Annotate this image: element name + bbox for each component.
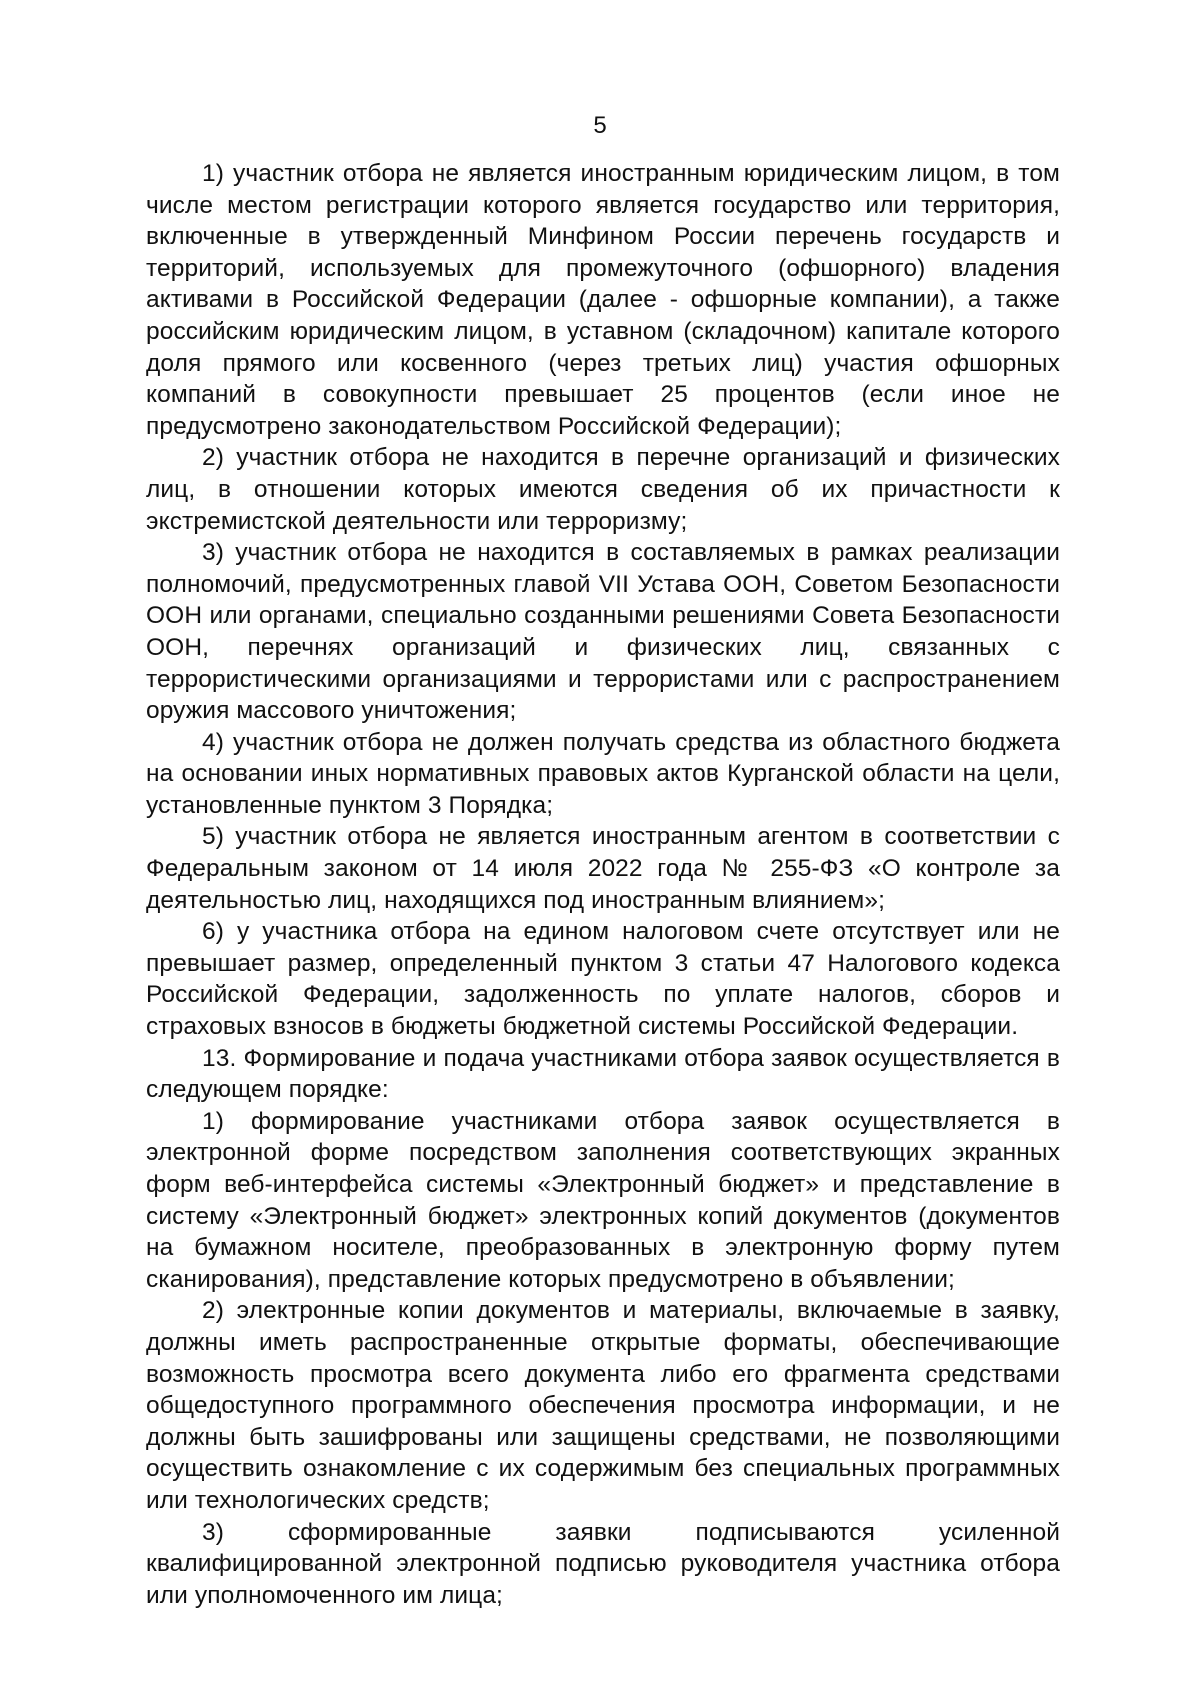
paragraph-item-3-un-lists: 3) участник отбора не находится в составляемых в рамках реализации полномочий, предусмотренных главой VII Устава ООН, Советом Безопасности ООН или органами, специально созданными решениями Совета Безопасности ООН, перечнях организаций и физических лиц, связанных с террористическими организациями и террористами или с распространением оружия массового уничтожения; (146, 539, 1060, 725)
paragraph-item-2-extremism-list: 2) участник отбора не находится в перечне организаций и физических лиц, в отношении которых имеются сведения об их причастности к экстремистской деятельности или терроризму; (146, 444, 1060, 535)
paragraph-item-5-foreign-agent: 5) участник отбора не является иностранным агентом в соответствии с Федеральным законом от 14 июля 2022 года № 255-ФЗ «О контроле за деятельностью лиц, находящихся под иностранным влиянием»; (146, 823, 1060, 914)
paragraph-13-item-1-electronic-form: 1) формирование участниками отбора заявок осуществляется в электронной форме посредством заполнения соответствующих экранных форм веб-интерфейса системы «Электронный бюджет» и представление в систему «Электронный бюджет» электронных копий документов (документов на бумажном носителе, преобразованных в электронную форму путем сканирования), представление которых предусмотрено в объявлении; (146, 1107, 1060, 1293)
document-body (146, 158, 1060, 1611)
paragraph-13-item-3-signature: 3) сформированные заявки подписываются усиленной квалифицированной электронной подписью руководителя участника отбора или уполномоченного им лица; (146, 1518, 1060, 1609)
paragraph-section-13: 13. Формирование и подача участниками отбора заявок осуществляется в следующем порядке: (146, 1044, 1060, 1104)
paragraph-item-4-regional-budget: 4) участник отбора не должен получать средства из областного бюджета на основании иных нормативных правовых актов Курганской области на цели, установленные пунктом 3 Порядка; (146, 728, 1060, 819)
paragraph-13-item-2-file-formats: 2) электронные копии документов и материалы, включаемые в заявку, должны иметь распространенные открытые форматы, обеспечивающие возможность просмотра всего документа либо его фрагмента средствами общедоступного программного обеспечения просмотра информации, и не должны быть зашифрованы или защищены средствами, не позволяющими осуществить ознакомление с их содержимым без специальных программных или технологических средств; (146, 1297, 1060, 1514)
paragraph-item-6-tax-debt: 6) у участника отбора на едином налоговом счете отсутствует или не превышает размер, определенный пунктом 3 статьи 47 Налогового кодекса Российской Федерации, задолженность по уплате налогов, сборов и страховых взносов в бюджеты бюджетной системы Российской Федерации. (146, 918, 1060, 1041)
page-number: 5 (593, 112, 607, 139)
paragraph-item-1-offshore: 1) участник отбора не является иностранным юридическим лицом, в том числе местом регистрации которого является государство или территория, включенные в утвержденный Минфином России перечень государств и территорий, используемых для промежуточного (офшорного) владения активами в Российской Федерации (далее - офшорные компании), а также российским юридическим лицом, в уставном (складочном) капитале которого доля прямого или косвенного (через третьих лиц) участия офшорных компаний в совокупности превышает 25 процентов (если иное не предусмотрено законодательством Российской Федерации); (146, 160, 1060, 440)
